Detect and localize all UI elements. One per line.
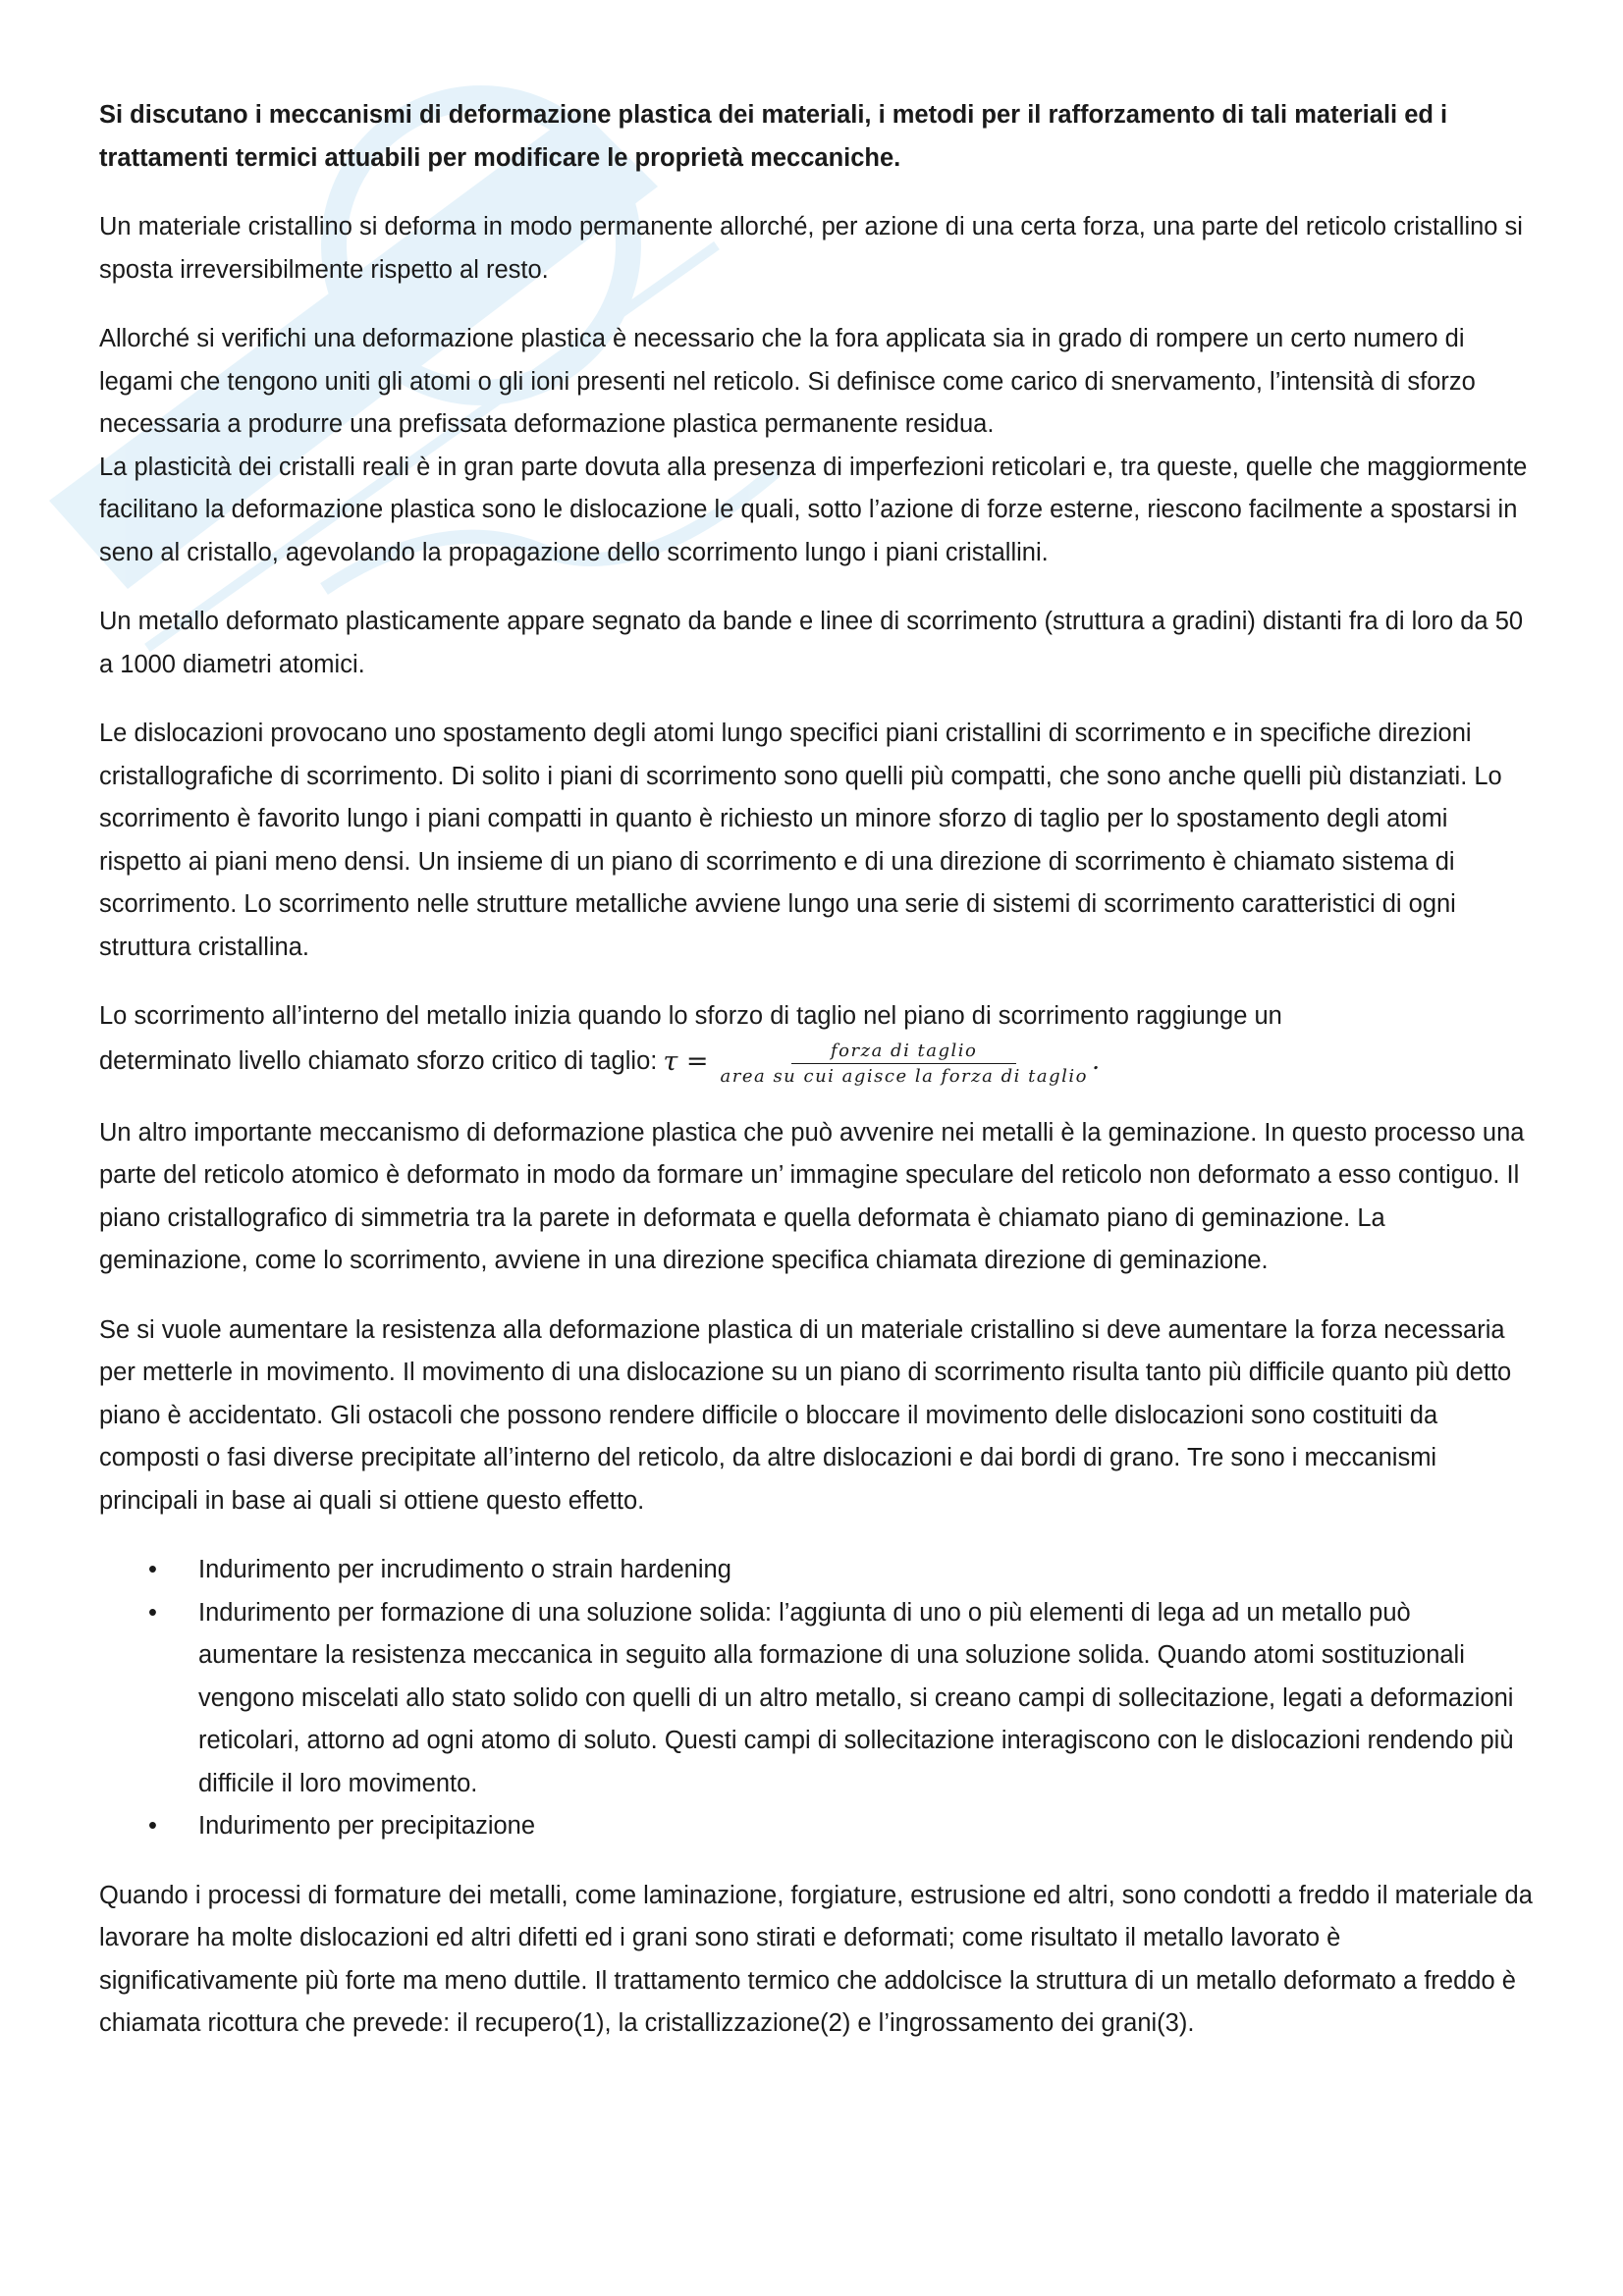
bullet-icon: • — [148, 1556, 157, 1583]
list-item-text: Indurimento per formazione di una soluzione solida: l’aggiunta di uno o più elementi di lega ad un metallo può aumentare la resistenza meccanica in seguito alla formazione di una soluzione solida. Quando atomi sostituzionali vengono miscelati allo stato solido con quelli di un altro metallo, si creano campi di sollecitazione, legati a deformazioni reticolari, attorno ad ogni atomo di soluto. Questi campi di sollecitazione interagiscono con le dislocazioni rendendo più difficile il loro movimento. — [198, 1598, 1514, 1797]
bullet-icon: • — [148, 1812, 157, 1840]
formula-numerator: forza di taglio — [791, 1041, 1016, 1064]
hardening-mechanisms-list — [99, 1549, 1535, 1848]
list-item — [99, 1805, 1535, 1848]
paragraph-5: Le dislocazioni provocano uno spostamento degli atomi lungo specifici piani cristallini di scorrimento e in specifiche direzioni cristallografiche di scorrimento. Di solito i piani di scorrimento sono quelli più compatti, che sono anche quelli più distanziati. Lo scorrimento è favorito lungo i piani compatti in quanto è richiesto un minore sforzo di taglio per lo spostamento degli atomi rispetto ai piani meno densi. Un insieme di un piano di scorrimento e di una direzione di scorrimento è chiamato sistema di scorrimento. Lo scorrimento nelle strutture metalliche avviene lungo una serie di sistemi di scorrimento caratteristici di ogni struttura cristallina. — [99, 720, 1502, 961]
formula-fraction — [721, 1041, 1088, 1088]
formula-paragraph-line1: Lo scorrimento all’interno del metallo inizia quando lo sforzo di taglio nel piano di scorrimento raggiunge un — [99, 1002, 1282, 1030]
paragraph-2: Allorché si verifichi una deformazione plastica è necessario che la fora applicata sia in grado di rompere un certo numero di legami che tengono uniti gli atomi o gli ioni presenti nel reticolo. Si definisce come carico di snervamento, l’intensità di sforzo necessaria a produrre una prefissata deformazione plastica permanente residua. — [99, 325, 1476, 438]
list-item-text: Indurimento per precipitazione — [198, 1812, 536, 1840]
formula-end: . — [1091, 1045, 1101, 1076]
formula-symbol: τ = — [663, 1045, 709, 1077]
paragraph-1: Un materiale cristallino si deforma in modo permanente allorché, per azione di una certa forza, una parte del reticolo cristallino si sposta irreversibilmente rispetto al resto. — [99, 213, 1523, 284]
bullet-icon: • — [148, 1598, 157, 1627]
list-item — [99, 1592, 1535, 1806]
paragraph-7: Se si vuole aumentare la resistenza alla deformazione plastica di un materiale cristallino si deve aumentare la forza necessaria per metterle in movimento. Il movimento di una dislocazione su un piano di scorrimento risulta tanto più difficile quanto più detto piano è accidentato. Gli ostacoli che possono rendere difficile o bloccare il movimento delle dislocazioni sono costituiti da composti o fasi diverse precipitate all’interno del reticolo, da altre dislocazioni e dai bordi di grano. Tre sono i meccanismi principali in base ai quali si ottiene questo effetto. — [99, 1315, 1512, 1515]
formula-paragraph — [99, 995, 1535, 1086]
paragraph-6: Un altro importante meccanismo di deformazione plastica che può avvenire nei metalli è la geminazione. In questo processo una parte del reticolo atomico è deformato in modo da formare un’ immagine speculare del reticolo non deformato a esso contiguo. Il piano cristallografico di simmetria tra la parete in deformata e quella deformata è chiamato piano di geminazione. La geminazione, come lo scorrimento, avviene in una direzione specifica chiamata direzione di geminazione. — [99, 1118, 1525, 1274]
formula-paragraph-line2 — [99, 1039, 1535, 1086]
document-title: Si discutano i meccanismi di deformazione plastica dei materiali, i metodi per il rafforzamento di tali materiali ed i trattamenti termici attuabili per modificare le proprietà meccaniche. — [99, 101, 1448, 172]
list-item-text: Indurimento per incrudimento o strain hardening — [198, 1556, 731, 1583]
critical-shear-stress-formula — [663, 1039, 1100, 1086]
formula-lead-text: determinato livello chiamato sforzo critico di taglio: — [99, 1046, 658, 1075]
paragraph-4: Un metallo deformato plasticamente appare segnato da bande e linee di scorrimento (struttura a gradini) distanti fra di loro da 50 a 1000 diametri atomici. — [99, 608, 1524, 678]
document-page — [99, 94, 1535, 2072]
formula-denominator: area su cui agisce la forza di taglio — [720, 1065, 1088, 1087]
list-item — [99, 1549, 1535, 1592]
paragraph-final: Quando i processi di formature dei metalli, come laminazione, forgiature, estrusione ed altri, sono condotti a freddo il materiale da lavorare ha molte dislocazioni ed altri difetti ed i grani sono stirati e deformati; come risultato il metallo lavorato è significativamente più forte ma meno duttile. Il trattamento termico che addolcisce la struttura di un metallo deformato a freddo è chiamata ricottura che prevede: il recupero(1), la cristallizzazione(2) e l’ingrossamento dei grani(3). — [99, 1881, 1533, 2037]
paragraph-3: La plasticità dei cristalli reali è in gran parte dovuta alla presenza di imperfezioni reticolari e, tra queste, quelle che maggiormente facilitano la deformazione plastica sono le dislocazione le quali, sotto l’azione di forze esterne, riescono facilmente a spostarsi in seno al cristallo, agevolando la propagazione dello scorrimento lungo i piani cristallini. — [99, 453, 1528, 566]
